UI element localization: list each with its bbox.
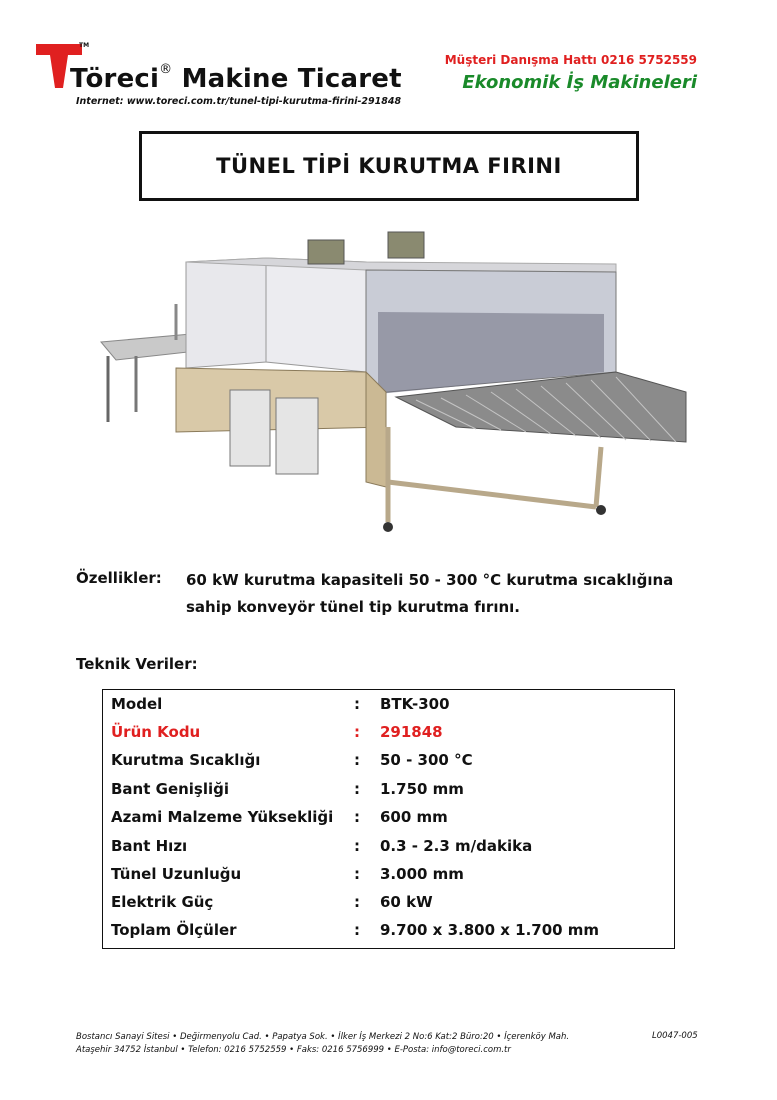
company-slogan: Ekonomik İş Makineleri — [462, 72, 697, 93]
registered-mark: ® — [159, 62, 173, 77]
spec-value: 9.700 x 3.800 x 1.700 mm — [380, 921, 600, 939]
spec-value: 60 kW — [380, 893, 433, 911]
spec-value: 600 mm — [380, 808, 448, 826]
spec-key: Tünel Uzunluğu — [111, 865, 242, 883]
spec-row-electric-power — [111, 888, 671, 916]
spec-value: 291848 — [380, 723, 443, 741]
footer-line-1: Bostancı Sanayi Sitesi • Değirmenyolu Cad. • Papatya Sok. • İlker İş Merkezi 2 No:6 Kat:2 Büro:20 • İçerenköy Mah. — [76, 1032, 570, 1042]
technical-data-label: Teknik Veriler: — [76, 655, 198, 673]
spec-value: 3.000 mm — [380, 865, 464, 883]
product-title: TÜNEL TİPİ KURUTMA FIRINI — [216, 154, 562, 178]
customer-hotline: Müşteri Danışma Hattı 0216 5752559 — [444, 53, 697, 67]
spec-row-belt-speed — [111, 832, 671, 860]
spec-separator: : — [354, 837, 360, 855]
spec-separator: : — [354, 808, 360, 826]
spec-key: Azami Malzeme Yüksekliği — [111, 808, 334, 826]
spec-key: Bant Hızı — [111, 837, 188, 855]
spec-separator: : — [354, 751, 360, 769]
footer-line-2: Ataşehir 34752 İstanbul • Telefon: 0216 5752559 • Faks: 0216 5756999 • E-Posta: info@toreci.com.tr — [76, 1045, 511, 1055]
spec-value: 50 - 300 °C — [380, 751, 473, 769]
spec-key: Ürün Kodu — [111, 723, 201, 741]
document-number: L0047-005 — [652, 1031, 698, 1041]
features-description — [186, 567, 716, 621]
features-label: Özellikler: — [76, 569, 162, 587]
spec-row-max-material-height — [111, 803, 671, 831]
spec-row-tunnel-length — [111, 860, 671, 888]
spec-row-product-code — [111, 718, 671, 746]
product-title-box — [139, 131, 639, 201]
spec-key: Model — [111, 695, 163, 713]
spec-key: Kurutma Sıcaklığı — [111, 751, 261, 769]
spec-value: 1.750 mm — [380, 780, 464, 798]
spec-separator: : — [354, 723, 360, 741]
spec-key: Elektrik Güç — [111, 893, 214, 911]
spec-key: Bant Genişliği — [111, 780, 230, 798]
spec-table — [102, 689, 675, 949]
spec-separator: : — [354, 780, 360, 798]
spec-value: BTK-300 — [380, 695, 450, 713]
spec-row-belt-width — [111, 775, 671, 803]
spec-separator: : — [354, 921, 360, 939]
trademark-mark: TM — [79, 42, 90, 49]
features-line-1: 60 kW kurutma kapasiteli 50 - 300 °C kurutma sıcaklığına — [186, 571, 674, 589]
spec-value: 0.3 - 2.3 m/dakika — [380, 837, 533, 855]
footer-address — [76, 1031, 569, 1057]
spec-separator: : — [354, 893, 360, 911]
spec-row-overall-dimensions — [111, 916, 671, 944]
spec-row-drying-temperature — [111, 746, 671, 774]
product-image — [96, 222, 696, 542]
spec-separator: : — [354, 695, 360, 713]
company-name: Töreci® Makine Ticaret — [70, 62, 402, 94]
spec-separator: : — [354, 865, 360, 883]
features-line-2: sahip konveyör tünel tip kurutma fırını. — [186, 598, 520, 616]
spec-key: Toplam Ölçüler — [111, 921, 237, 939]
website-url[interactable]: Internet: www.toreci.com.tr/tunel-tipi-kurutma-firini-291848 — [76, 96, 402, 107]
spec-row-model — [111, 690, 671, 718]
